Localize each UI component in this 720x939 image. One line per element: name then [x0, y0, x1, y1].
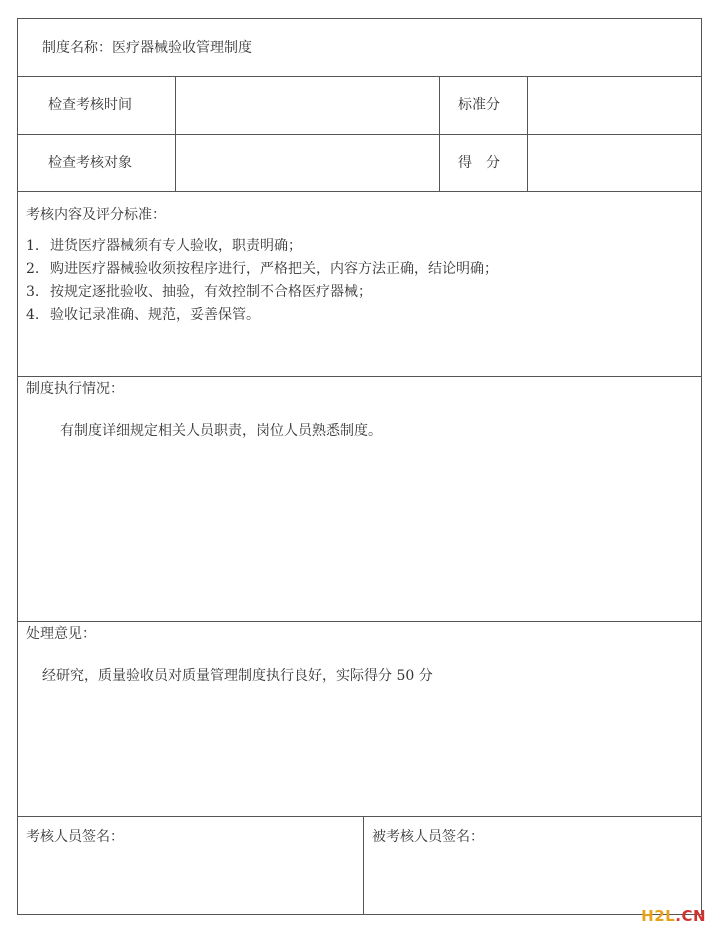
criteria-list	[26, 235, 498, 327]
execution-heading: 制度执行情况：	[26, 381, 124, 397]
score-label: 得 分	[458, 155, 500, 171]
criteria-section	[18, 191, 701, 376]
list-item	[26, 235, 498, 258]
item-text: 购进医疗器械验收须按程序进行，严格把关，内容方法正确，结论明确；	[50, 261, 498, 277]
opinion-heading: 处理意见：	[26, 626, 96, 642]
item-number: 1.	[26, 238, 40, 254]
row-divider	[18, 816, 701, 817]
item-number: 3.	[26, 284, 40, 300]
execution-body: 有制度详细规定相关人员职责，岗位人员熟悉制度。	[60, 423, 382, 439]
item-number: 4.	[26, 307, 40, 323]
item-text: 验收记录准确、规范，妥善保管。	[50, 307, 260, 323]
criteria-heading: 考核内容及评分标准：	[26, 207, 166, 223]
check-target-label: 检查考核对象	[48, 155, 132, 171]
opinion-section	[18, 621, 701, 816]
h2l-watermark-logo: H2L.CN	[641, 907, 706, 925]
regulation-name-value: 医疗器械验收管理制度	[112, 40, 252, 56]
regulation-name-label: 制度名称：	[42, 40, 112, 56]
execution-section	[18, 376, 701, 621]
standard-score-label: 标准分	[458, 97, 500, 113]
list-item	[26, 281, 498, 304]
list-item	[26, 258, 498, 281]
row-divider	[18, 134, 701, 135]
column-divider	[527, 76, 528, 191]
item-text: 按规定逐批验收、抽验，有效控制不合格医疗器械；	[50, 284, 372, 300]
item-text: 进货医疗器械须有专人验收，职责明确；	[50, 238, 302, 254]
opinion-body: 经研究，质量验收员对质量管理制度执行良好，实际得分 50 分	[42, 668, 433, 684]
examinee-signature-label: 被考核人员签名：	[372, 829, 484, 845]
column-divider	[363, 816, 364, 915]
column-divider	[439, 76, 440, 191]
assessment-form	[17, 18, 702, 915]
check-time-label: 检查考核时间	[48, 97, 132, 113]
list-item	[26, 304, 498, 327]
examiner-signature-label: 考核人员签名：	[26, 829, 124, 845]
item-number: 2.	[26, 261, 40, 277]
regulation-name	[42, 38, 252, 58]
row-divider	[18, 76, 701, 77]
column-divider	[175, 76, 176, 191]
